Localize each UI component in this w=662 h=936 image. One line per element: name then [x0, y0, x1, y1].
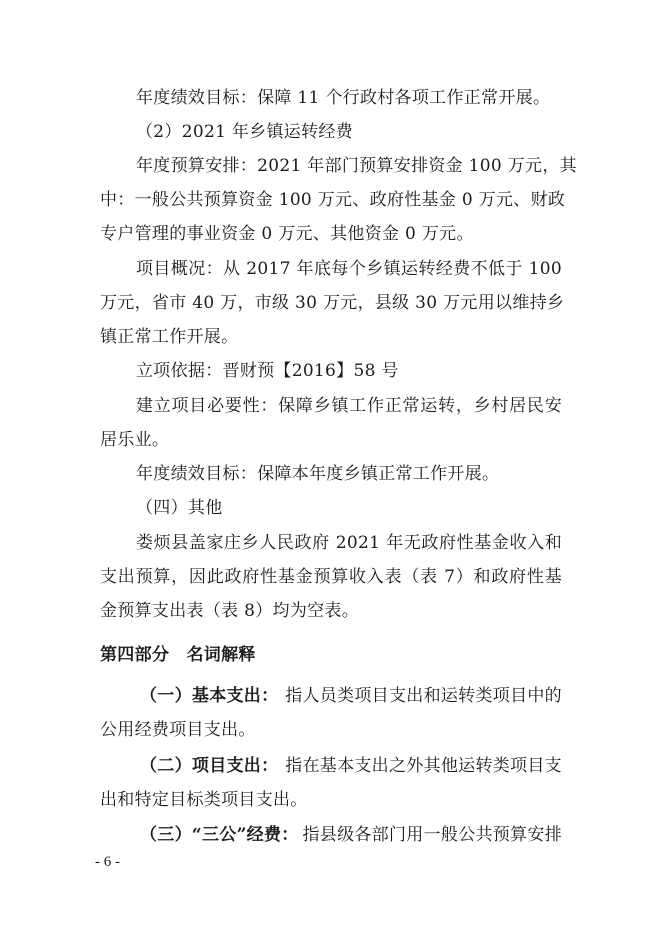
budget-arrangement-line-3: 专户管理的事业资金 0 万元、其他资金 0 万元。	[100, 224, 474, 244]
section-heading: 第四部分 名词解释	[100, 645, 256, 665]
term-basic-expenditure-definition: 指人员类项目支出和运转类项目中的	[285, 686, 562, 706]
performance-goal-township: 年度绩效目标：保障本年度乡镇正常工作开展。	[136, 464, 500, 484]
project-necessity-line-1: 建立项目必要性：保障乡镇工作正常运转，乡村居民安	[136, 396, 562, 416]
fund-budget-note-line-1: 娄烦县盖家庄乡人民政府 2021 年无政府性基金收入和	[136, 533, 562, 553]
performance-goal-villages: 年度绩效目标：保障 11 个行政村各项工作正常开展。	[136, 88, 551, 108]
project-overview-line-1: 项目概况：从 2017 年底每个乡镇运转经费不低于 100	[136, 259, 562, 279]
term-project-expenditure-label: （二）项目支出：	[140, 756, 279, 776]
project-overview-line-2: 万元，省市 40 万，市级 30 万元，县级 30 万元用以维持乡	[100, 293, 565, 313]
term-basic-expenditure	[140, 684, 562, 708]
term-project-expenditure-definition: 指在基本支出之外其他运转类项目支	[285, 756, 562, 776]
fund-budget-note-line-2: 支出预算，因此政府性基金预算收入表（表 7）和政府性基	[100, 567, 562, 587]
term-basic-expenditure-label: （一）基本支出：	[140, 686, 279, 706]
fund-budget-note-line-3: 金预算支出表（表 8）均为空表。	[100, 601, 360, 621]
project-basis: 立项依据：晋财预【2016】58 号	[136, 361, 399, 381]
page-number: - 6 -	[95, 854, 120, 870]
term-three-public-expenses	[140, 823, 562, 847]
term-basic-expenditure-continuation: 公用经费项目支出。	[100, 720, 256, 740]
term-three-public-expenses-definition: 指县级各部门用一般公共预算安排	[302, 825, 562, 845]
subheading-township-operating-funds: （2）2021 年乡镇运转经费	[136, 122, 353, 142]
budget-arrangement-line-1: 年度预算安排：2021 年部门预算安排资金 100 万元，其	[136, 156, 577, 176]
term-project-expenditure-continuation: 出和特定目标类项目支出。	[100, 790, 308, 810]
term-project-expenditure	[140, 754, 562, 778]
project-overview-line-3: 镇正常工作开展。	[100, 327, 239, 347]
subheading-other: （四）其他	[136, 498, 223, 518]
project-necessity-line-2: 居乐业。	[100, 430, 170, 450]
term-three-public-expenses-label: （三）“三公”经费：	[140, 825, 299, 845]
budget-arrangement-line-2: 中：一般公共预算资金 100 万元、政府性基金 0 万元、财政	[100, 190, 566, 210]
